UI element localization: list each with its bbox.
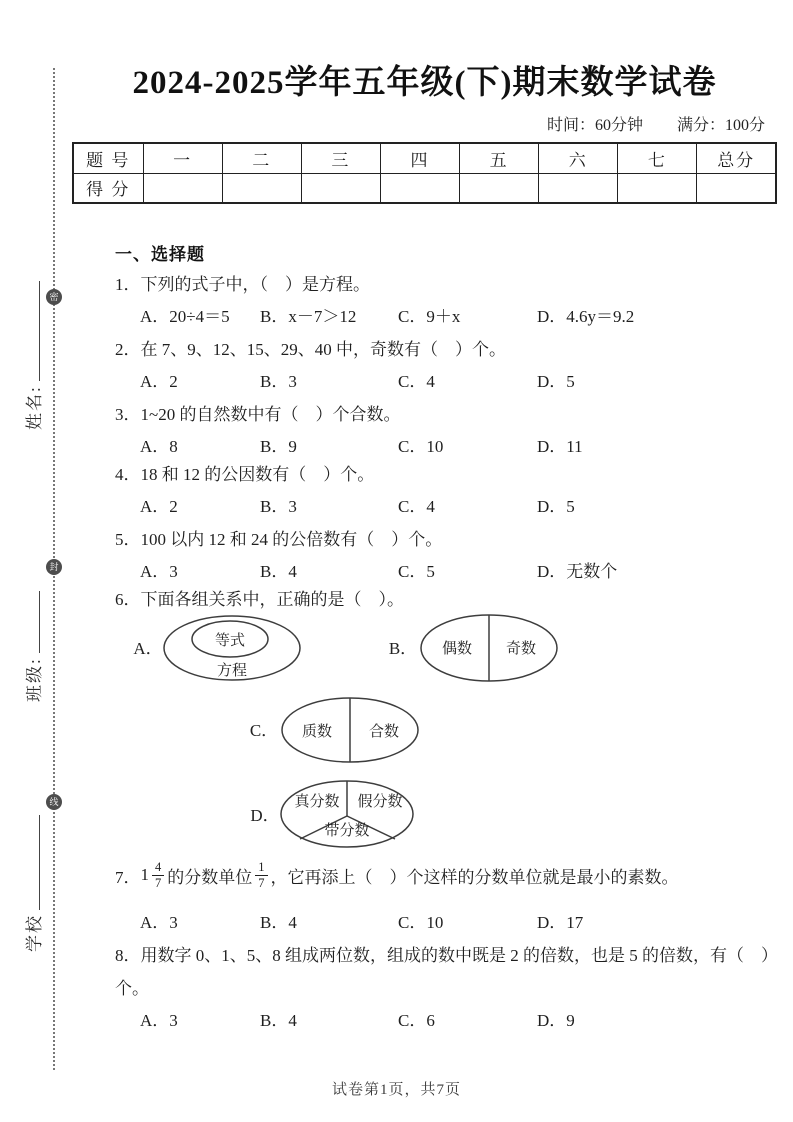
diagram-a-outer-label: 方程 (216, 663, 248, 679)
question-7-text2: ，它再添上（ ）个这样的分数单位就是最小的素数。 (270, 867, 679, 887)
school-blank-line (38, 815, 40, 910)
class-field (20, 591, 45, 702)
question-3-stem: 3．1~20 的自然数中有（ ）个合数。 (115, 405, 401, 424)
diagram-d-right-label: 假分数 (357, 794, 403, 810)
question-1-stem: 1．下列的式子中，（ ）是方程。 (115, 275, 370, 294)
diagram-c-left-label: 质数 (301, 724, 333, 740)
mixed-number-fraction: $\frac{4}{7}$ (152, 860, 164, 890)
diagram-b-letter: B． (388, 639, 418, 658)
option-a: A．3 (140, 1011, 178, 1030)
option-b: B．3 (260, 497, 297, 516)
col-header: 二 (222, 143, 301, 173)
option-d: D．5 (537, 372, 575, 391)
option-a: A．8 (140, 437, 178, 456)
option-d: D．无数个 (537, 562, 618, 581)
page-footer: 试卷第1页，共7页 (331, 1082, 461, 1098)
unit-fraction: $\frac{1}{7}$ (255, 860, 267, 890)
score-cell (222, 173, 301, 203)
diagram-b-right-label: 奇数 (505, 641, 537, 657)
score-cell (380, 173, 459, 203)
question-7-text1: 的分数单位 (167, 867, 253, 887)
option-d: D．9 (537, 1011, 575, 1030)
exam-meta (72, 112, 765, 135)
option-a: A．20÷4＝5 (140, 307, 230, 326)
option-c: C．10 (398, 913, 444, 932)
class-label: 班级: (25, 657, 44, 702)
option-a: A．3 (140, 913, 178, 932)
score-table-header-row (73, 143, 776, 173)
option-d: D．5 (537, 497, 575, 516)
seal-badge-mi: 密 (46, 289, 62, 305)
diagram-c-right-label: 合数 (368, 724, 400, 740)
score-table-score-row (73, 173, 776, 203)
option-d: D．4.6y＝9.2 (537, 307, 635, 326)
option-b: B．4 (260, 913, 297, 932)
option-b: B．x－7＞12 (260, 307, 357, 326)
question-7-number: 7． (115, 867, 141, 887)
question-5-options (115, 557, 775, 579)
option-b: B．9 (260, 437, 297, 456)
question-5-stem: 5．100 以内 12 和 24 的公倍数有（ ）个。 (115, 530, 443, 549)
diagram-d-left-label: 真分数 (294, 794, 340, 810)
page-title: 2024-2025学年五年级(下)期末数学试卷 (132, 65, 717, 101)
student-name-field (20, 281, 45, 430)
question-number-header: 题 号 (73, 143, 143, 173)
diagram-a-inner-label: 等式 (214, 633, 246, 649)
time-limit: 时间：60分钟 (546, 117, 643, 134)
option-c: C．5 (398, 562, 435, 581)
question-4-stem: 4．18 和 12 的公因数有（ ）个。 (115, 465, 375, 484)
diagram-option-c-split-set (240, 694, 440, 768)
option-a: A．2 (140, 497, 178, 516)
question-7-stem (115, 853, 775, 897)
col-header: 四 (380, 143, 459, 173)
diagram-a-letter: A． (133, 639, 163, 658)
score-cell (539, 173, 618, 203)
diagram-option-b-split-set (378, 605, 578, 691)
school-label: 学校 (25, 914, 44, 952)
mixed-number-whole: 1 (140, 865, 149, 884)
col-header: 一 (143, 143, 222, 173)
question-8-options (115, 1006, 775, 1028)
question-4-options (115, 492, 775, 514)
diagram-option-a-nested-sets (120, 605, 330, 691)
option-c: C．4 (398, 497, 435, 516)
col-header: 总分 (697, 143, 776, 173)
question-1-options (115, 302, 775, 324)
diagram-b-left-label: 偶数 (441, 641, 473, 657)
student-name-blank-line (38, 281, 40, 381)
col-header: 三 (301, 143, 380, 173)
option-c: C．4 (398, 372, 435, 391)
seal-badge-feng: 封 (46, 559, 62, 575)
section-heading-choice: 一、选择题 (115, 245, 205, 264)
col-header: 七 (618, 143, 697, 173)
option-d: D．17 (537, 913, 584, 932)
question-2-options (115, 367, 775, 389)
question-7-options (115, 908, 775, 930)
class-blank-line (38, 591, 40, 653)
question-8-stem-line1: 8．用数字 0、1、5、8 组成两位数，组成的数中既是 2 的倍数，也是 5 的倍数，有（ ） (115, 946, 778, 965)
score-table (72, 142, 777, 204)
diagram-option-d-three-way-set (240, 778, 440, 852)
score-cell (301, 173, 380, 203)
diagram-d-bottom-label: 带分数 (324, 823, 370, 839)
seal-badge-xian: 线 (46, 794, 62, 810)
option-a: A．3 (140, 562, 178, 581)
score-cell (460, 173, 539, 203)
score-cell (618, 173, 697, 203)
option-b: B．4 (260, 562, 297, 581)
col-header: 五 (460, 143, 539, 173)
option-d: D．11 (537, 437, 583, 456)
school-field (20, 815, 45, 952)
question-8-stem-line2: 个。 (115, 979, 149, 998)
score-cell (697, 173, 776, 203)
score-cell (143, 173, 222, 203)
question-6-stem: 6．下面各组关系中，正确的是（ ）。 (115, 590, 404, 609)
full-score: 满分：100分 (676, 117, 765, 134)
col-header: 六 (539, 143, 618, 173)
option-c: C．6 (398, 1011, 435, 1030)
question-3-options (115, 432, 775, 454)
option-c: C．9＋x (398, 307, 461, 326)
option-c: C．10 (398, 437, 444, 456)
option-a: A．2 (140, 372, 178, 391)
student-name-label: 姓名: (25, 385, 44, 430)
option-b: B．4 (260, 1011, 297, 1030)
diagram-c-letter: C． (249, 721, 279, 740)
question-2-stem: 2．在 7、9、12、15、29、40 中，奇数有（ ）个。 (115, 340, 506, 359)
option-b: B．3 (260, 372, 297, 391)
score-header: 得 分 (73, 173, 143, 203)
diagram-d-letter: D． (250, 806, 280, 825)
